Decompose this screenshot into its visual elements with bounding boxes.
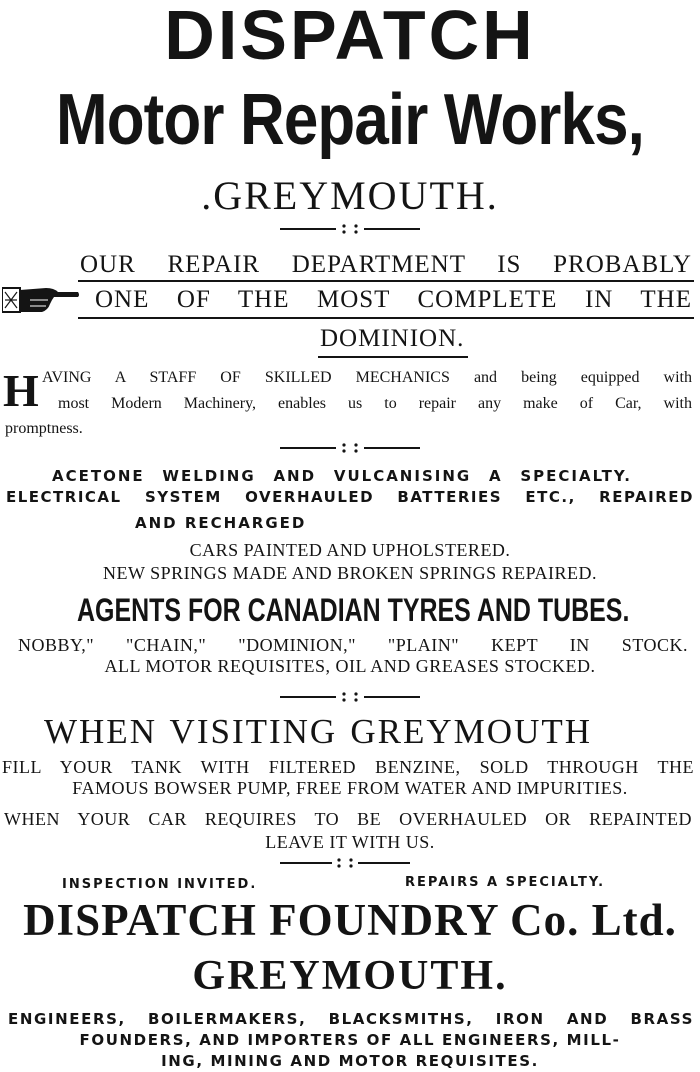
engineers-line-3: ING, MINING AND MOTOR REQUISITES. xyxy=(161,1052,539,1070)
motor-requisites: ALL MOTOR REQUISITES, OIL AND GREASES STOCKED. xyxy=(104,656,596,676)
ornamental-divider-icon xyxy=(280,441,420,457)
electrical-line-1: ELECTRICAL SYSTEM OVERHAULED BATTERIES ETC., REPAIRED xyxy=(6,488,694,506)
cars-painted: CARS PAINTED AND UPHOLSTERED. xyxy=(189,540,511,560)
overhaul-line-2: LEAVE IT WITH US. xyxy=(265,832,435,852)
welding-specialty: ACETONE WELDING AND VULCANISING A SPECIALTY. xyxy=(52,467,632,485)
engineers-line-2: FOUNDERS, AND IMPORTERS OF ALL ENGINEERS, MILL- xyxy=(79,1031,621,1049)
pointing-hand-icon xyxy=(2,282,80,323)
agents-heading: AGENTS FOR CANADIAN TYRES AND TUBES. xyxy=(77,592,630,628)
rule-line xyxy=(318,356,468,358)
headline-greymouth: .GREYMOUTH. xyxy=(201,173,499,218)
headline-motor-repair-works: Motor Repair Works, xyxy=(55,80,645,160)
staff-line-2: most Modern Machinery, enables us to repair any make of Car, with xyxy=(58,395,692,412)
repair-dept-line-3: DOMINION. xyxy=(320,325,465,352)
staff-line-1: AVING A STAFF OF SKILLED MECHANICS and being equipped with xyxy=(42,369,692,386)
company-location: GREYMOUTH. xyxy=(192,953,508,999)
drop-cap: H xyxy=(3,365,39,416)
headline-dispatch: DISPATCH xyxy=(164,0,536,74)
fill-tank-line-1: FILL YOUR TANK WITH FILTERED BENZINE, SOLD THROUGH THE xyxy=(2,757,694,777)
ornamental-divider-icon xyxy=(280,690,420,706)
repair-dept-line-1: OUR REPAIR DEPARTMENT IS PROBABLY xyxy=(80,251,692,278)
rule-line xyxy=(78,280,694,282)
rule-line xyxy=(78,317,694,319)
repairs-specialty: REPAIRS A SPECIALTY. xyxy=(405,875,606,890)
inspection-invited: INSPECTION INVITED. xyxy=(62,877,258,892)
engineers-line-1: ENGINEERS, BOILERMAKERS, BLACKSMITHS, IRON AND BRASS xyxy=(8,1010,694,1028)
company-name: DISPATCH FOUNDRY Co. Ltd. xyxy=(23,895,677,945)
electrical-line-2: AND RECHARGED xyxy=(135,514,307,532)
tyre-brands: NOBBY," "CHAIN," "DOMINION," "PLAIN" KEPT IN STOCK. xyxy=(18,635,688,655)
overhaul-line-1: WHEN YOUR CAR REQUIRES TO BE OVERHAULED OR REPAINTED xyxy=(4,809,692,829)
staff-line-3: promptness. xyxy=(5,420,83,437)
fill-tank-line-2: FAMOUS BOWSER PUMP, FREE FROM WATER AND IMPURITIES. xyxy=(72,778,628,798)
repair-dept-line-2: ONE OF THE MOST COMPLETE IN THE xyxy=(95,286,692,313)
springs-repaired: NEW SPRINGS MADE AND BROKEN SPRINGS REPAIRED. xyxy=(102,563,598,583)
visiting-heading: WHEN VISITING GREYMOUTH xyxy=(44,712,592,751)
ornamental-divider-icon xyxy=(280,856,410,872)
ornamental-divider-icon xyxy=(280,222,420,238)
